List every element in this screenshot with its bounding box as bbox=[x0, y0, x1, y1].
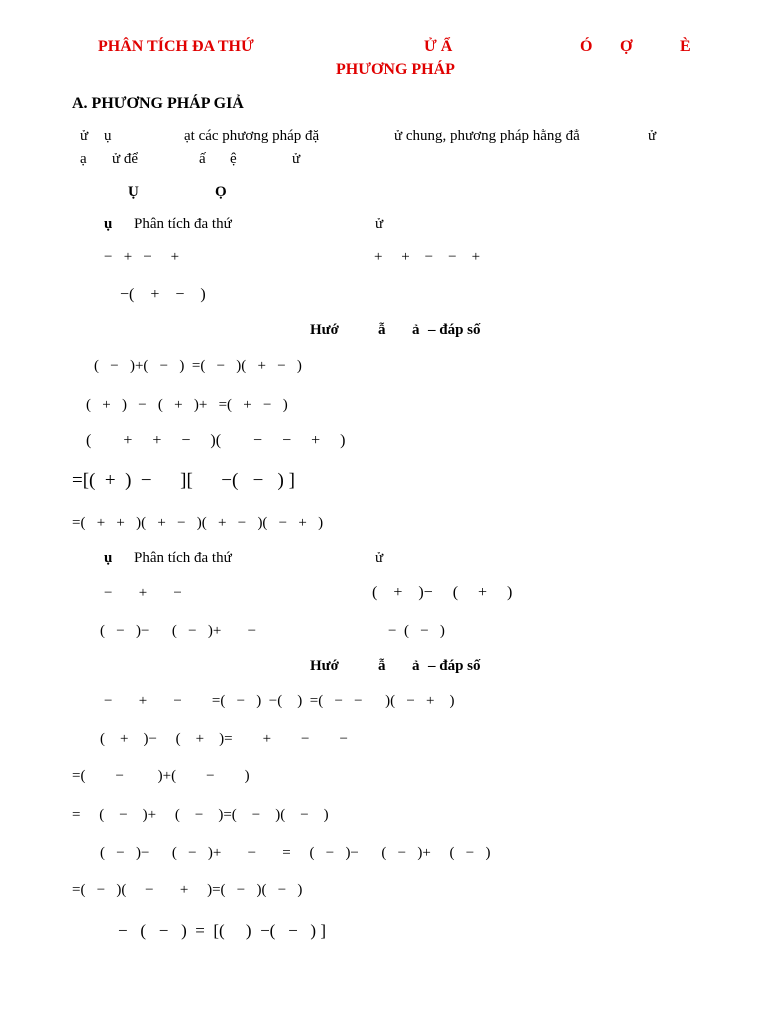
solution-step: = ( − )+ ( − )=( − )( − ) bbox=[72, 807, 329, 823]
solution-step: =( + + )( + − )( + − )( − + ) bbox=[72, 515, 324, 531]
example2-problem-c: ( − )− ( − )+ − bbox=[100, 623, 257, 639]
guide-label: ẫ bbox=[378, 322, 386, 338]
solution-step: =( − )+( − ) bbox=[72, 768, 250, 784]
example2-label: ụ bbox=[104, 550, 113, 566]
title-line2: PHƯƠNG PHÁP bbox=[336, 61, 455, 78]
solution-step: =[( + ) − ][ −( − ) ] bbox=[72, 470, 295, 491]
example1-text-tail: ử bbox=[375, 216, 384, 232]
intro-fragment: ử bbox=[80, 128, 89, 144]
example1-problem-b: + + − − + bbox=[374, 249, 481, 265]
solution-step: ( − )+( − ) =( − )( + − ) bbox=[94, 358, 302, 374]
solution-step: ( + )− ( + )= + − − bbox=[100, 731, 348, 747]
example2-text-tail: ử bbox=[375, 550, 384, 566]
guide-label: Hướ bbox=[310, 658, 339, 674]
solution-step: ( − )− ( − )+ − = ( − )− ( − )+ ( − ) bbox=[100, 845, 491, 861]
intro-fragment: ạt các phương pháp đặ bbox=[184, 128, 320, 144]
subheading-fragment: Ụ bbox=[128, 184, 139, 200]
intro-fragment: ạ bbox=[80, 151, 87, 167]
solution-step: =( − )( − + )=( − )( − ) bbox=[72, 882, 303, 898]
intro-fragment: ử bbox=[648, 128, 657, 144]
solution-step: − ( − ) = [( ) −( − ) ] bbox=[118, 921, 326, 940]
guide-label: ả bbox=[412, 658, 420, 674]
example2-problem-d: − ( − ) bbox=[388, 623, 445, 639]
title-right-2: Ợ bbox=[620, 38, 633, 55]
example1-problem-c: −( + − ) bbox=[120, 286, 206, 303]
example1-problem-a: − + − + bbox=[104, 249, 180, 265]
solution-step: ( + + − )( − − + ) bbox=[86, 432, 346, 449]
section-a-heading: A. PHƯƠNG PHÁP GIẢ bbox=[72, 95, 244, 112]
intro-fragment: ụ bbox=[104, 128, 112, 144]
title-right-3: È bbox=[680, 38, 691, 55]
title-left: PHÂN TÍCH ĐA THỨ bbox=[98, 38, 254, 55]
solution-step: − + − =( − ) −( ) =( − − )( − + ) bbox=[104, 693, 455, 709]
intro-fragment: ử bbox=[292, 151, 301, 167]
example2-problem-b: ( + )− ( + ) bbox=[372, 584, 513, 601]
title-mid: Ử Ẩ bbox=[424, 38, 453, 55]
guide-label: Hướ bbox=[310, 322, 339, 338]
example2-problem-a: − + − bbox=[104, 585, 182, 601]
example1-label: ụ bbox=[104, 216, 113, 232]
guide-label: – đáp số bbox=[428, 322, 481, 338]
solution-step: ( + ) − ( + )+ =( + − ) bbox=[86, 397, 288, 413]
title-right-1: Ó bbox=[580, 38, 593, 55]
intro-fragment: ấ bbox=[199, 151, 206, 167]
intro-fragment: ử để bbox=[112, 151, 139, 167]
subheading-fragment: Ọ bbox=[215, 184, 227, 200]
example1-text: Phân tích đa thứ bbox=[134, 216, 232, 232]
guide-label: ẫ bbox=[378, 658, 386, 674]
guide-label: – đáp số bbox=[428, 658, 481, 674]
intro-fragment: ệ bbox=[230, 151, 237, 167]
guide-label: ả bbox=[412, 322, 420, 338]
example2-text: Phân tích đa thứ bbox=[134, 550, 232, 566]
intro-fragment: ử chung, phương pháp hằng đẳ bbox=[394, 128, 580, 144]
